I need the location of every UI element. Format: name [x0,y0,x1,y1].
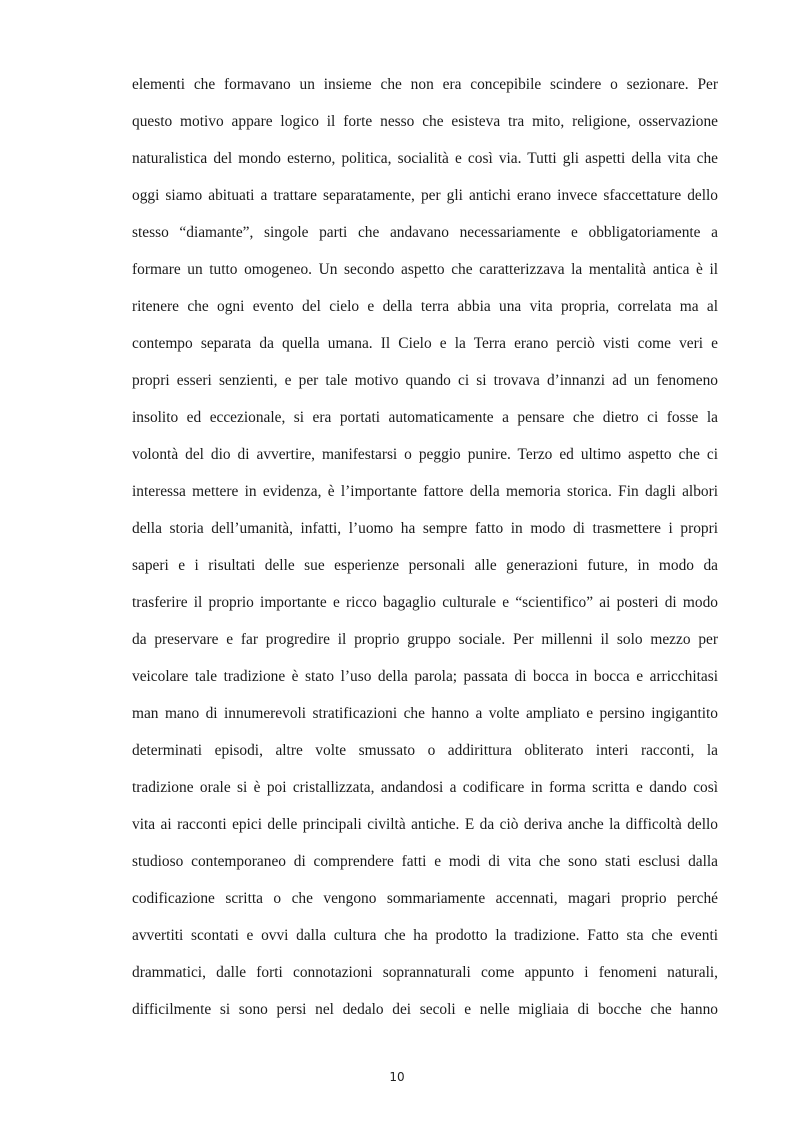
text-line-16: da preservare e far progredire il proprio gruppo sociale. Per millenni il solo mezzo per [132,631,718,648]
text-line-24: avvertiti scontati e ovvi dalla cultura che ha prodotto la tradizione. Fatto sta che eventi [132,927,718,944]
text-line-13: della storia dell’umanità, infatti, l’uomo ha sempre fatto in modo di trasmettere i propri [132,520,718,537]
text-line-14: saperi e i risultati delle sue esperienze personali alle generazioni future, in modo da [132,557,718,574]
text-line-20: tradizione orale si è poi cristallizzata, andandosi a codificare in forma scritta e dando così [132,779,718,796]
text-line-7: ritenere che ogni evento del cielo e della terra abbia una vita propria, correlata ma al [132,298,718,315]
text-line-6: formare un tutto omogeneo. Un secondo aspetto che caratterizzava la mentalità antica è il [132,261,718,278]
text-line-10: insolito ed eccezionale, si era portati automaticamente a pensare che dietro ci fosse la [132,409,718,426]
text-line-25: drammatici, dalle forti connotazioni soprannaturali come appunto i fenomeni naturali, [132,964,718,981]
text-line-17: veicolare tale tradizione è stato l’uso della parola; passata di bocca in bocca e arricchitasi [132,668,718,685]
text-line-5: stesso “diamante”, singole parti che andavano necessariamente e obbligatoriamente a [132,224,718,241]
text-line-1: elementi che formavano un insieme che non era concepibile scindere o sezionare. Per [132,76,718,93]
text-line-11: volontà del dio di avvertire, manifestarsi o peggio punire. Terzo ed ultimo aspetto che ci [132,446,718,463]
text-line-3: naturalistica del mondo esterno, politica, socialità e così via. Tutti gli aspetti della vita che [132,150,718,167]
text-line-2: questo motivo appare logico il forte nesso che esisteva tra mito, religione, osservazione [132,113,718,130]
text-line-21: vita ai racconti epici delle principali civiltà antiche. E da ciò deriva anche la difficoltà dello [132,816,718,833]
page-number: 10 [389,1070,405,1084]
text-line-4: oggi siamo abituati a trattare separatamente, per gli antichi erano invece sfaccettature dello [132,187,718,204]
text-line-18: man mano di innumerevoli stratificazioni che hanno a volte ampliato e persino ingigantito [132,705,718,722]
text-line-26: difficilmente si sono persi nel dedalo dei secoli e nelle migliaia di bocche che hanno [132,1001,718,1018]
text-line-12: interessa mettere in evidenza, è l’importante fattore della memoria storica. Fin dagli albori [132,483,718,500]
text-line-9: propri esseri senzienti, e per tale motivo quando ci si trovava d’innanzi ad un fenomeno [132,372,718,389]
text-line-19: determinati episodi, altre volte smussato o addirittura obliterato interi racconti, la [132,742,718,759]
text-line-22: studioso contemporaneo di comprendere fatti e modi di vita che sono stati esclusi dalla [132,853,718,870]
text-line-8: contempo separata da quella umana. Il Cielo e la Terra erano perciò visti come veri e [132,335,718,352]
text-line-23: codificazione scritta o che vengono sommariamente accennati, magari proprio perché [132,890,718,907]
text-line-15: trasferire il proprio importante e ricco bagaglio culturale e “scientifico” ai posteri di modo [132,594,718,611]
body-paragraph [132,72,718,1034]
